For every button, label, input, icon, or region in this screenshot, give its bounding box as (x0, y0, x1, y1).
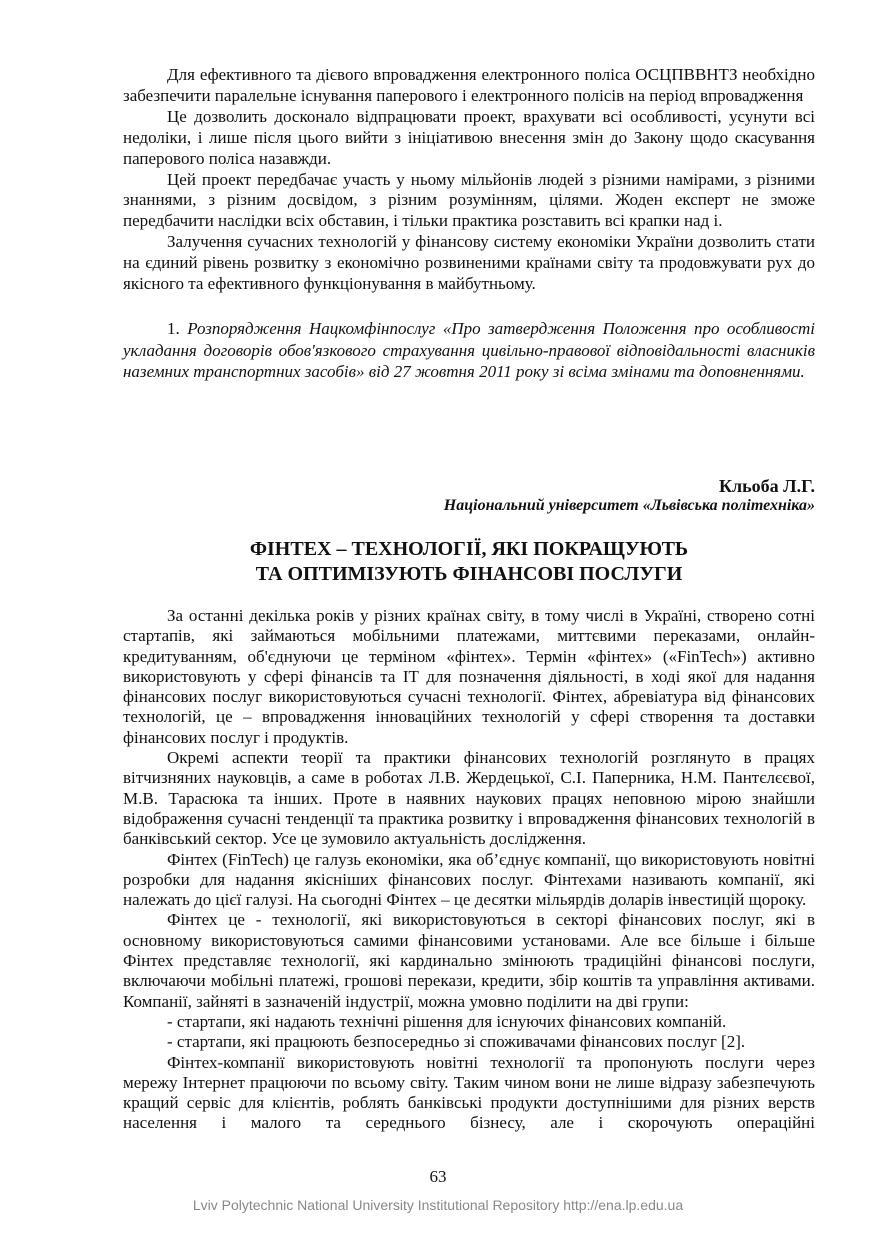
paragraph: Фінтех (FinTech) це галузь економіки, яка об’єднує компанії, що використовують новітні розробки для надання якісніших фінансових послуг. Фінтехами називають компанії, які належать до цієї галузі. На сьогодні Фінтех – це десятки мільярдів доларів інвестицій щороку. (123, 849, 815, 910)
page-number: 63 (429, 1167, 447, 1186)
article-title (123, 537, 815, 587)
paragraph: Фінтех це - технології, які використовуються в секторі фінансових послуг, які в основному використовуються самими фінансовими установами. Але все більше і більше Фінтех представляє технології, які кардинально змінюють традиційні фінансові послуги, включаючи мобільні платежі, грошові перекази, кредити, збір коштів та управління активами. Компанії, зайняті в зазначеній індустрії, можна умовно поділити на дві групи: (123, 910, 815, 1011)
paragraph: Цей проект передбачає участь у ньому мільйонів людей з різними намірами, з різними знаннями, з різним досвідом, з різним розумінням, цілями. Жоден експерт не зможе передбачити наслідки всіх обставин, і тільки практика розставить всі крапки над і. (123, 169, 815, 231)
title-line: ТА ОПТИМІЗУЮТЬ ФІНАНСОВІ ПОСЛУГИ (255, 563, 683, 585)
paragraph: Це дозволить досконало відпрацювати проект, врахувати всі особливості, усунути всі недоліки, і лише після цього вийти з ініціативою внесення змін до Закону щодо скасування паперового поліса назавжди. (123, 106, 815, 168)
article-body (123, 606, 815, 1134)
reference-text: Розпорядження Нацкомфінпослуг «Про затвердження Положення про особливості укладання договорів обов'язкового страхування цивільно-правової відповідальності власників наземних транспортних засобів» від 27 жовтня 2011 року зі всіма змінами та доповненнями. (123, 319, 816, 381)
paragraph: Для ефективного та дієвого впровадження електронного поліса ОСЦПВВНТЗ необхідно забезпечити паралельне існування паперового і електронного полісів на період впровадження (123, 65, 815, 105)
paragraph: Окремі аспекти теорії та практики фінансових технологій розглянуто в працях вітчизняних науковців, а саме в роботах Л.В. Жердецької, С.І. Паперника, Н.М. Пантєлєєвої, М.В. Тарасюка та інших. Проте в наявних наукових працях неповною мірою знайшли відображення сучасні тенденції та практика розвитку і впровадження фінансових технологій в банківський сектор. Усе це зумовило актуальність дослідження. (123, 748, 815, 849)
list-item: - стартапи, які працюють безпосередньо зі споживачами фінансових послуг [2]. (167, 1032, 746, 1052)
reference-list (123, 318, 815, 383)
repository-footer: Lviv Polytechnic National University Institutional Repository http://ena.lp.edu.ua (192, 1197, 684, 1213)
intro-section (123, 65, 815, 295)
reference-number: 1. (167, 319, 180, 338)
reference-item (123, 318, 815, 383)
author-affiliation: Національний університет «Львівська політехніка» (443, 497, 815, 514)
paragraph: За останні декілька років у різних країнах світу, в тому числі в Україні, створено сотні стартапів, які займаються мобільними платежами, миттєвими переказами, онлайн-кредитуванням, об'єднуючи це терміном «фінтех». Термін «фінтех» («FinTech») активно використовують у сфері фінансів та ІТ для позначення діяльності, в ході якої для надання фінансових послуг використовуються сучасні технології. Фінтех, абревіатура від фінансових технологій, це – впровадження інноваційних технологій у сфері створення та доставки фінансових послуг і продуктів. (123, 606, 815, 747)
paragraph: Залучення сучасних технологій у фінансову систему економіки України дозволить стати на єдиний рівень розвитку з економічно розвиненими країнами світу та продовжувати рух до якісного та ефективного функціонування в майбутньому. (123, 232, 815, 294)
title-line: ФІНТЕХ – ТЕХНОЛОГІЇ, ЯКІ ПОКРАЩУЮТЬ (249, 538, 689, 560)
paragraph: Фінтех-компанії використовують новітні технології та пропонують послуги через мережу Інтернет працюючи по всьому світу. Таким чином вони не лише відразу забезпечують кращий сервіс для клієнтів, роблять банківські продукти доступнішими для різних верств населення і малого та середнього бізнесу, але і скорочують операційні (123, 1052, 815, 1133)
list-item: - стартапи, які надають технічні рішення для існуючих фінансових компаній. (167, 1011, 727, 1031)
author-name: Кльоба Л.Г. (718, 476, 815, 496)
